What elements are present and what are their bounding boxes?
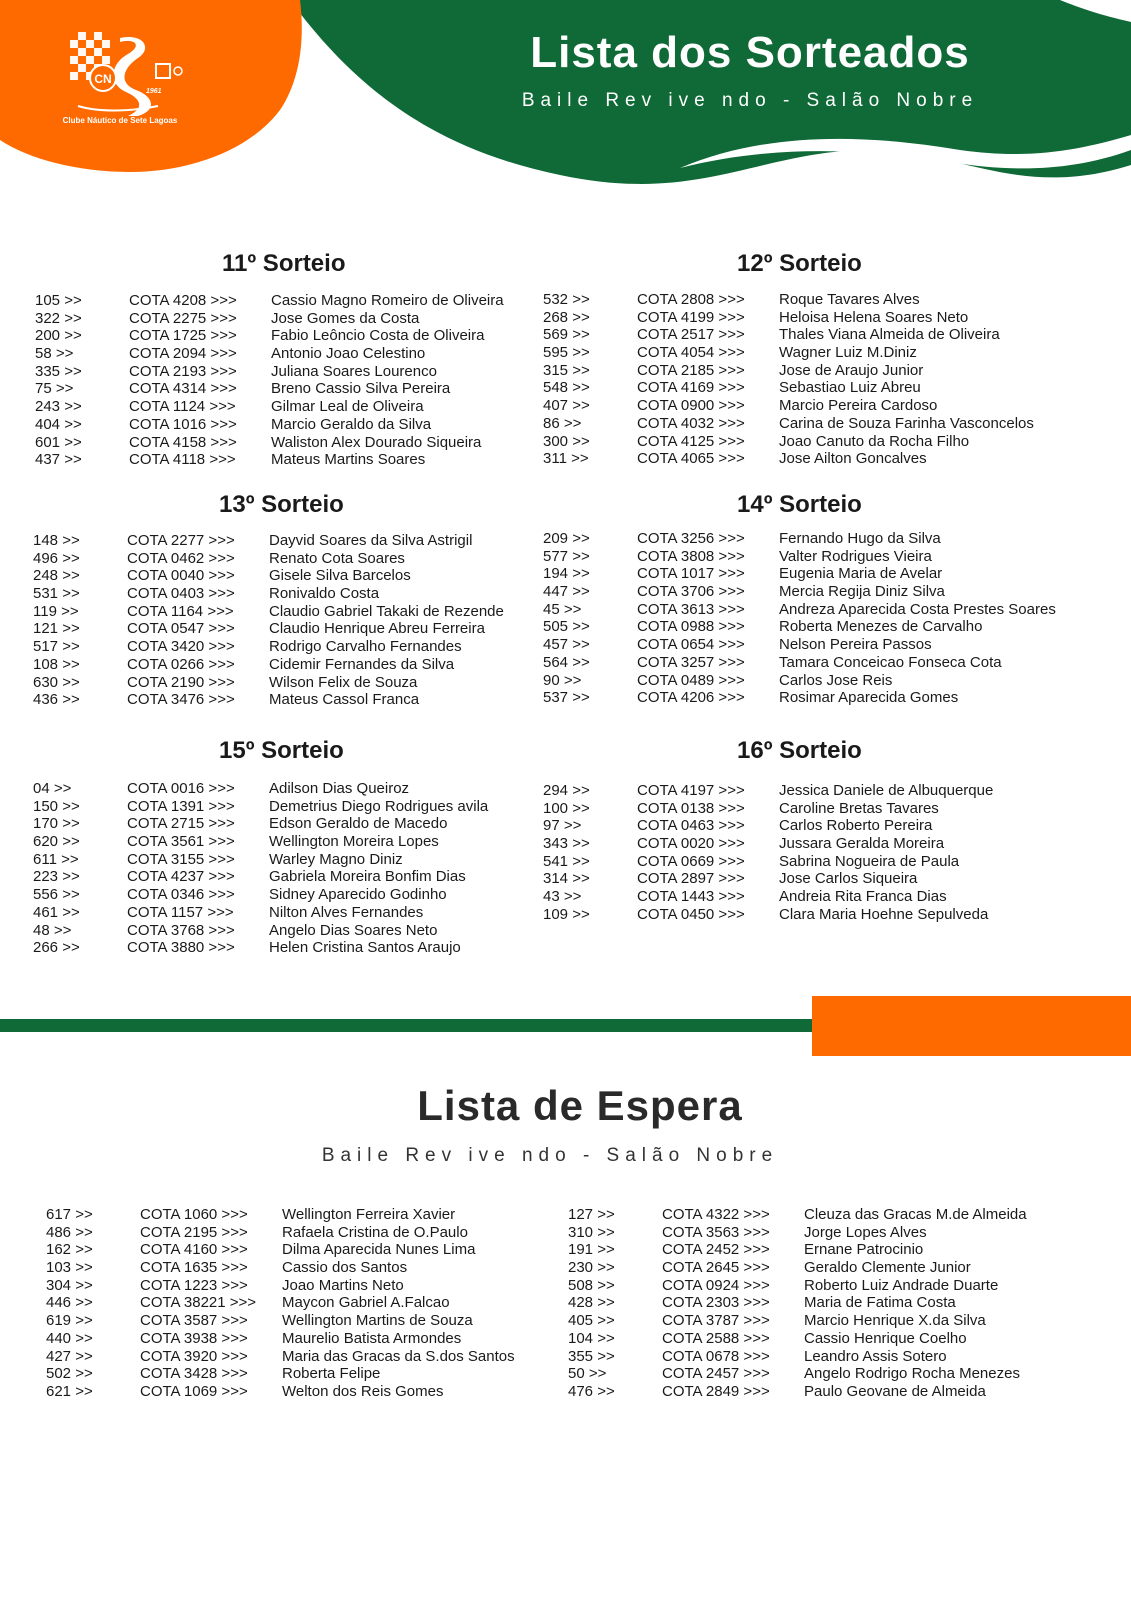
- cota-number: COTA 0020 >>>: [637, 835, 745, 853]
- cota-number: COTA 0450 >>>: [637, 905, 745, 923]
- section-title-16: 16º Sorteio: [737, 737, 862, 764]
- section-title-13: 13º Sorteio: [219, 491, 344, 518]
- member-name: Carina de Souza Farinha Vasconcelos: [779, 414, 1034, 432]
- divider-orange-band: [812, 996, 1131, 1056]
- draw-number: 75 >>: [35, 380, 74, 398]
- cota-number: COTA 1635 >>>: [140, 1259, 248, 1277]
- draw-number: 268 >>: [543, 308, 590, 326]
- draw-number: 496 >>: [33, 549, 80, 567]
- draw-number: 407 >>: [543, 397, 590, 415]
- draw-number: 209 >>: [543, 530, 590, 547]
- member-name: Maycon Gabriel A.Falcao: [282, 1294, 450, 1312]
- page-subtitle: Baile Rev ive ndo - Salão Nobre: [521, 90, 979, 111]
- member-name: Roberto Luiz Andrade Duarte: [804, 1276, 999, 1294]
- draw-number: 486 >>: [46, 1223, 93, 1241]
- cota-number: COTA 4054 >>>: [637, 344, 745, 362]
- member-name: Wilson Felix de Souza: [269, 673, 418, 691]
- section-title-14: 14º Sorteio: [737, 491, 862, 518]
- section-title-12: 12º Sorteio: [737, 250, 862, 277]
- draw-number: 541 >>: [543, 852, 590, 870]
- member-name: Andreia Rita Franca Dias: [779, 888, 947, 906]
- cota-number: COTA 3768 >>>: [127, 921, 235, 939]
- draw-number: 335 >>: [35, 362, 82, 380]
- cota-number: COTA 0924 >>>: [662, 1276, 770, 1294]
- draw-number: 601 >>: [35, 433, 82, 451]
- draw-number: 200 >>: [35, 327, 82, 345]
- member-name: Heloisa Helena Soares Neto: [779, 308, 969, 326]
- draw-number: 476 >>: [568, 1382, 615, 1400]
- cota-number: COTA 4197 >>>: [637, 782, 745, 799]
- cota-number: COTA 1060 >>>: [140, 1206, 248, 1223]
- draw-number: 148 >>: [33, 532, 80, 549]
- draw-number: 170 >>: [33, 815, 80, 833]
- member-name: Geraldo Clemente Junior: [804, 1259, 971, 1277]
- draw-number: 461 >>: [33, 903, 80, 921]
- member-name: Rodrigo Carvalho Fernandes: [269, 638, 462, 656]
- member-name: Roberta Menezes de Carvalho: [779, 618, 983, 636]
- draw-number: 502 >>: [46, 1365, 93, 1383]
- member-name: Mateus Martins Soares: [271, 451, 426, 469]
- cota-number: COTA 0016 >>>: [127, 780, 235, 797]
- draw-number: 564 >>: [543, 653, 590, 671]
- cota-number: COTA 2185 >>>: [637, 361, 745, 379]
- draw-number: 105 >>: [35, 292, 82, 309]
- divider-green-band: [0, 1019, 812, 1032]
- member-name: Roberta Felipe: [282, 1365, 381, 1383]
- cota-number: COTA 4237 >>>: [127, 868, 235, 886]
- member-name: Fabio Leôncio Costa de Oliveira: [271, 327, 485, 345]
- member-name: Edson Geraldo de Macedo: [269, 815, 448, 833]
- draw-number: 577 >>: [543, 547, 590, 565]
- draw-number: 304 >>: [46, 1276, 93, 1294]
- member-name: Wellington Moreira Lopes: [269, 833, 439, 851]
- member-name: Cidemir Fernandes da Silva: [269, 655, 455, 673]
- cota-number: COTA 0463 >>>: [637, 817, 745, 835]
- cota-number: COTA 3420 >>>: [127, 638, 235, 656]
- cota-number: COTA 2715 >>>: [127, 815, 235, 833]
- member-name: Valter Rodrigues Vieira: [779, 547, 932, 565]
- cota-number: COTA 3561 >>>: [127, 833, 235, 851]
- cota-number: COTA 3706 >>>: [637, 583, 745, 601]
- waitlist-title: Lista de Espera: [417, 1082, 743, 1129]
- draw-number: 437 >>: [35, 451, 82, 469]
- cota-number: COTA 0266 >>>: [127, 655, 235, 673]
- cota-number: COTA 0138 >>>: [637, 799, 745, 817]
- cota-number: COTA 2193 >>>: [129, 362, 237, 380]
- member-name: Rafaela Cristina de O.Paulo: [282, 1223, 468, 1241]
- cota-number: COTA 4158 >>>: [129, 433, 237, 451]
- member-name: Marcio Henrique X.da Silva: [804, 1312, 986, 1330]
- member-name: Jussara Geralda Moreira: [779, 835, 945, 853]
- member-name: Maria de Fatima Costa: [804, 1294, 956, 1312]
- member-name: Helen Cristina Santos Araujo: [269, 939, 461, 957]
- draw-number: 611 >>: [33, 850, 79, 868]
- member-name: Sidney Aparecido Godinho: [269, 886, 447, 904]
- cota-number: COTA 3257 >>>: [637, 653, 745, 671]
- cota-number: COTA 3880 >>>: [127, 939, 235, 957]
- member-name: Clara Maria Hoehne Sepulveda: [779, 905, 989, 923]
- draw-number: 548 >>: [543, 379, 590, 397]
- draw-number: 100 >>: [543, 799, 590, 817]
- member-name: Dilma Aparecida Nunes Lima: [282, 1241, 476, 1259]
- cota-number: COTA 0900 >>>: [637, 397, 745, 415]
- cota-number: COTA 2897 >>>: [637, 870, 745, 888]
- cota-number: COTA 2849 >>>: [662, 1382, 770, 1400]
- section-title-15: 15º Sorteio: [219, 737, 344, 764]
- draw-number: 45 >>: [543, 600, 582, 618]
- draw-number: 619 >>: [46, 1312, 93, 1330]
- draw-number: 97 >>: [543, 817, 582, 835]
- logo-year: 1961: [146, 88, 162, 95]
- cota-number: COTA 1069 >>>: [140, 1382, 248, 1400]
- member-name: Roque Tavares Alves: [779, 291, 920, 308]
- cota-number: COTA 1157 >>>: [127, 903, 234, 921]
- draw-number: 620 >>: [33, 833, 80, 851]
- draw-number: 50 >>: [568, 1365, 607, 1383]
- cota-number: COTA 0489 >>>: [637, 671, 745, 689]
- draw-number: 630 >>: [33, 673, 80, 691]
- cota-number: COTA 4208 >>>: [129, 292, 237, 309]
- draw-number: 617 >>: [46, 1206, 93, 1223]
- cota-number: COTA 2190 >>>: [127, 673, 235, 691]
- draw-number: 266 >>: [33, 939, 80, 957]
- member-name: Breno Cassio Silva Pereira: [271, 380, 451, 398]
- member-name: Carlos Jose Reis: [779, 671, 893, 689]
- draw-number: 508 >>: [568, 1276, 615, 1294]
- draw-number: 556 >>: [33, 886, 80, 904]
- cota-number: COTA 4199 >>>: [637, 308, 745, 326]
- cota-number: COTA 4322 >>>: [662, 1206, 770, 1223]
- draw-number: 127 >>: [568, 1206, 615, 1223]
- draw-number: 86 >>: [543, 414, 582, 432]
- member-name: Paulo Geovane de Almeida: [804, 1382, 986, 1400]
- cota-number: COTA 4206 >>>: [637, 689, 745, 707]
- cota-number: COTA 4032 >>>: [637, 414, 745, 432]
- member-name: Jessica Daniele de Albuquerque: [779, 782, 994, 799]
- cota-number: COTA 2277 >>>: [127, 532, 235, 549]
- member-name: Joao Canuto da Rocha Filho: [779, 432, 970, 450]
- member-name: Gisele Silva Barcelos: [269, 567, 411, 585]
- member-name: Gabriela Moreira Bonfim Dias: [269, 868, 466, 886]
- cota-number: COTA 1016 >>>: [129, 415, 237, 433]
- member-name: Claudio Henrique Abreu Ferreira: [269, 620, 485, 638]
- member-name: Caroline Bretas Tavares: [779, 799, 939, 817]
- cota-number: COTA 1124 >>>: [129, 398, 236, 416]
- member-name: Demetrius Diego Rodrigues avila: [269, 797, 489, 815]
- member-name: Maurelio Batista Armondes: [282, 1329, 462, 1347]
- member-name: Sabrina Nogueira de Paula: [779, 852, 960, 870]
- member-name: Rosimar Aparecida Gomes: [779, 689, 959, 707]
- draw-number: 440 >>: [46, 1329, 93, 1347]
- draw-number: 447 >>: [543, 583, 590, 601]
- draw-number: 150 >>: [33, 797, 80, 815]
- waitlist-subtitle: Baile Rev ive ndo - Salão Nobre: [321, 1145, 779, 1166]
- draw-number: 355 >>: [568, 1347, 615, 1365]
- draw-number: 119 >>: [33, 602, 79, 620]
- draw-number: 103 >>: [46, 1259, 93, 1277]
- member-name: Renato Cota Soares: [269, 549, 405, 567]
- cota-number: COTA 1391 >>>: [127, 797, 235, 815]
- draw-number: 532 >>: [543, 291, 590, 308]
- member-name: Angelo Rodrigo Rocha Menezes: [804, 1365, 1020, 1383]
- cota-number: COTA 3587 >>>: [140, 1312, 248, 1330]
- page-title: Lista dos Sorteados: [530, 28, 970, 77]
- cota-number: COTA 3563 >>>: [662, 1223, 770, 1241]
- member-name: Wellington Martins de Souza: [282, 1312, 473, 1330]
- draw-number: 230 >>: [568, 1259, 615, 1277]
- draw-number: 517 >>: [33, 638, 80, 656]
- draw-number: 162 >>: [46, 1241, 93, 1259]
- draw-number: 191 >>: [568, 1241, 615, 1259]
- cota-number: COTA 0462 >>>: [127, 549, 235, 567]
- logo-initials: CN: [94, 72, 112, 86]
- draw-number: 537 >>: [543, 689, 590, 707]
- member-name: Cassio dos Santos: [282, 1259, 408, 1277]
- draw-number: 315 >>: [543, 361, 590, 379]
- draw-number: 90 >>: [543, 671, 582, 689]
- member-name: Joao Martins Neto: [282, 1276, 404, 1294]
- member-name: Cassio Magno Romeiro de Oliveira: [271, 292, 504, 309]
- member-name: Marcio Pereira Cardoso: [779, 397, 938, 415]
- cota-number: COTA 38221 >>>: [140, 1294, 257, 1312]
- draw-number: 223 >>: [33, 868, 80, 886]
- cota-number: COTA 0988 >>>: [637, 618, 745, 636]
- draw-number: 405 >>: [568, 1312, 615, 1330]
- member-name: Sebastiao Luiz Abreu: [779, 379, 921, 397]
- draw-number: 48 >>: [33, 921, 72, 939]
- cota-number: COTA 1443 >>>: [637, 888, 745, 906]
- draw-number: 04 >>: [33, 780, 72, 797]
- member-name: Maria das Gracas da S.dos Santos: [282, 1347, 515, 1365]
- member-name: Wagner Luiz M.Diniz: [779, 344, 917, 362]
- member-name: Dayvid Soares da Silva Astrigil: [269, 532, 473, 549]
- member-name: Waliston Alex Dourado Siqueira: [271, 433, 482, 451]
- cota-number: COTA 2094 >>>: [129, 345, 237, 363]
- member-name: Jose Carlos Siqueira: [779, 870, 918, 888]
- member-name: Ernane Patrocinio: [804, 1241, 924, 1259]
- draw-number: 595 >>: [543, 344, 590, 362]
- member-name: Ronivaldo Costa: [269, 585, 380, 603]
- draw-number: 108 >>: [33, 655, 80, 673]
- draw-number: 58 >>: [35, 345, 74, 363]
- cota-number: COTA 2275 >>>: [129, 309, 237, 327]
- member-name: Jose Ailton Goncalves: [779, 450, 927, 468]
- cota-number: COTA 3476 >>>: [127, 691, 235, 709]
- cota-number: COTA 1725 >>>: [129, 327, 237, 345]
- draw-number: 310 >>: [568, 1223, 615, 1241]
- draw-number: 43 >>: [543, 888, 582, 906]
- member-name: Marcio Geraldo da Silva: [271, 415, 432, 433]
- draw-number: 569 >>: [543, 326, 590, 344]
- draw-number: 311 >>: [543, 450, 589, 468]
- cota-number: COTA 2645 >>>: [662, 1259, 770, 1277]
- cota-number: COTA 2517 >>>: [637, 326, 745, 344]
- cota-number: COTA 4169 >>>: [637, 379, 745, 397]
- member-name: Warley Magno Diniz: [269, 850, 403, 868]
- draw-number: 404 >>: [35, 415, 82, 433]
- draw-number: 427 >>: [46, 1347, 93, 1365]
- member-name: Antonio Joao Celestino: [271, 345, 426, 363]
- cota-number: COTA 3920 >>>: [140, 1347, 248, 1365]
- cota-number: COTA 2457 >>>: [662, 1365, 770, 1383]
- member-name: Angelo Dias Soares Neto: [269, 921, 438, 939]
- cota-number: COTA 4314 >>>: [129, 380, 237, 398]
- draw-number: 531 >>: [33, 585, 80, 603]
- cota-number: COTA 4160 >>>: [140, 1241, 248, 1259]
- draw-number: 446 >>: [46, 1294, 93, 1312]
- cota-number: COTA 2195 >>>: [140, 1223, 248, 1241]
- cota-number: COTA 0669 >>>: [637, 852, 745, 870]
- draw-number: 194 >>: [543, 565, 590, 583]
- member-name: Welton dos Reis Gomes: [282, 1382, 444, 1400]
- draw-number: 243 >>: [35, 398, 82, 416]
- member-name: Andreza Aparecida Costa Prestes Soares: [779, 600, 1056, 618]
- cota-number: COTA 3256 >>>: [637, 530, 745, 547]
- draw-number: 109 >>: [543, 905, 590, 923]
- cota-number: COTA 3787 >>>: [662, 1312, 770, 1330]
- cota-number: COTA 2303 >>>: [662, 1294, 770, 1312]
- member-name: Cleuza das Gracas M.de Almeida: [804, 1206, 1027, 1223]
- member-name: Eugenia Maria de Avelar: [779, 565, 943, 583]
- member-name: Adilson Dias Queiroz: [269, 780, 410, 797]
- draw-number: 314 >>: [543, 870, 590, 888]
- cota-number: COTA 3808 >>>: [637, 547, 745, 565]
- cota-number: COTA 0040 >>>: [127, 567, 235, 585]
- draw-number: 343 >>: [543, 835, 590, 853]
- draw-number: 322 >>: [35, 309, 82, 327]
- cota-number: COTA 0678 >>>: [662, 1347, 770, 1365]
- member-name: Jose de Araujo Junior: [779, 361, 924, 379]
- section-title-11: 11º Sorteio: [222, 250, 346, 277]
- member-name: Claudio Gabriel Takaki de Rezende: [269, 602, 504, 620]
- cota-number: COTA 3428 >>>: [140, 1365, 248, 1383]
- cota-number: COTA 2452 >>>: [662, 1241, 770, 1259]
- draw-number: 104 >>: [568, 1329, 615, 1347]
- cota-number: COTA 1223 >>>: [140, 1276, 248, 1294]
- club-name: Clube Náutico de Sete Lagoas: [62, 116, 178, 125]
- member-name: Leandro Assis Sotero: [804, 1347, 947, 1365]
- member-name: Jose Gomes da Costa: [271, 309, 420, 327]
- draw-number: 505 >>: [543, 618, 590, 636]
- cota-number: COTA 0346 >>>: [127, 886, 235, 904]
- draw-number: 121 >>: [33, 620, 80, 638]
- member-name: Mercia Regija Diniz Silva: [779, 583, 945, 601]
- member-name: Cassio Henrique Coelho: [804, 1329, 967, 1347]
- member-name: Carlos Roberto Pereira: [779, 817, 933, 835]
- draw-number: 457 >>: [543, 636, 590, 654]
- draw-number: 248 >>: [33, 567, 80, 585]
- cota-number: COTA 2808 >>>: [637, 291, 745, 308]
- member-name: Juliana Soares Lourenco: [271, 362, 437, 380]
- member-name: Nilton Alves Fernandes: [269, 903, 424, 921]
- cota-number: COTA 0403 >>>: [127, 585, 235, 603]
- member-name: Jorge Lopes Alves: [804, 1223, 927, 1241]
- member-name: Thales Viana Almeida de Oliveira: [779, 326, 1000, 344]
- cota-number: COTA 1164 >>>: [127, 602, 234, 620]
- cota-number: COTA 4065 >>>: [637, 450, 745, 468]
- cota-number: COTA 0547 >>>: [127, 620, 235, 638]
- cota-number: COTA 1017 >>>: [637, 565, 745, 583]
- draw-number: 621 >>: [46, 1382, 93, 1400]
- draw-number: 294 >>: [543, 782, 590, 799]
- draw-number: 428 >>: [568, 1294, 615, 1312]
- member-name: Wellington Ferreira Xavier: [282, 1206, 456, 1223]
- cota-number: COTA 4125 >>>: [637, 432, 745, 450]
- cota-number: COTA 4118 >>>: [129, 451, 236, 469]
- draw-number: 300 >>: [543, 432, 590, 450]
- member-name: Gilmar Leal de Oliveira: [271, 398, 424, 416]
- member-name: Tamara Conceicao Fonseca Cota: [779, 653, 1002, 671]
- cota-number: COTA 3155 >>>: [127, 850, 235, 868]
- member-name: Fernando Hugo da Silva: [779, 530, 941, 547]
- cota-number: COTA 3613 >>>: [637, 600, 745, 618]
- cota-number: COTA 3938 >>>: [140, 1329, 248, 1347]
- cota-number: COTA 2588 >>>: [662, 1329, 770, 1347]
- draw-number: 436 >>: [33, 691, 80, 709]
- cota-number: COTA 0654 >>>: [637, 636, 745, 654]
- member-name: Nelson Pereira Passos: [779, 636, 932, 654]
- member-name: Mateus Cassol Franca: [269, 691, 420, 709]
